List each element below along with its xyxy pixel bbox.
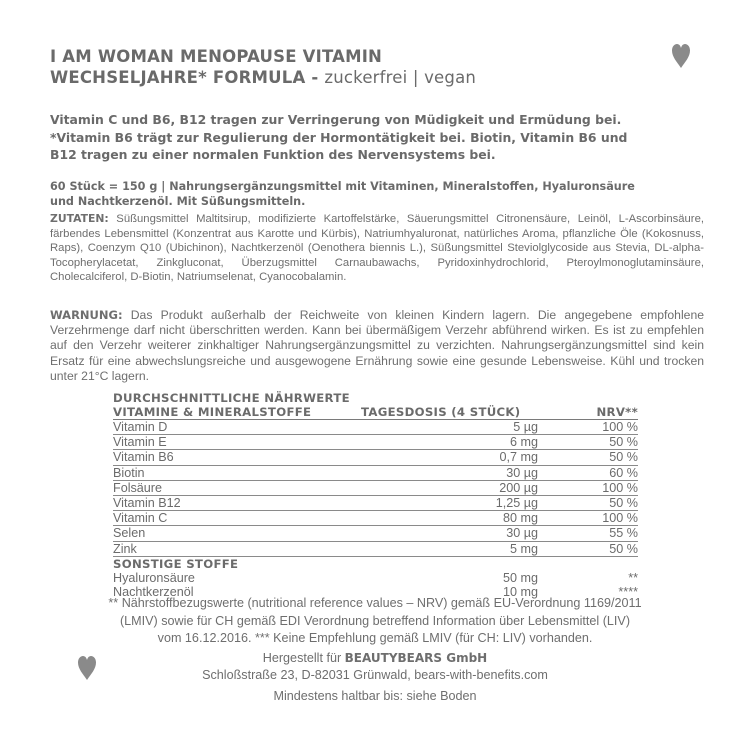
warning: [50, 308, 704, 384]
warning-label: WARNUNG:: [50, 308, 123, 322]
nrv-value: 100 %: [602, 480, 638, 495]
manufacturer-name: BEAUTYBEARS GmbH: [344, 651, 488, 665]
nrv-value: 100 %: [602, 511, 638, 526]
header-vitamins: VITAMINE & MINERALSTOFFE: [113, 405, 312, 419]
nutrient-name: Zink: [113, 541, 137, 556]
daily-dose: 5 µg: [513, 420, 538, 434]
nrv-value: 50 %: [609, 435, 638, 450]
table-row: [113, 435, 638, 450]
footnote-line-1: ** Nährstoffbezugswerte (nutritional reference values – NRV) gemäß EU-Verordnung 1169/2011: [108, 596, 642, 610]
nrv-value: **: [628, 570, 638, 585]
header-nrv: NRV**: [596, 405, 638, 419]
daily-dose: 1,25 µg: [495, 495, 538, 510]
ingredients: [50, 212, 704, 285]
nutrient-name: Nachtkerzenöl: [113, 584, 194, 599]
table-row: [113, 526, 638, 541]
best-before: Mindestens haltbar bis: siehe Boden: [273, 689, 477, 703]
nrv-value: 55 %: [609, 526, 638, 541]
nutrient-name: Vitamin B12: [113, 495, 181, 510]
ingredients-text: Süßungsmittel Maltitsirup, modifizierte Kartoffelstärke, Säuerungsmittel Citronensäure, Leinöl, L-Ascorbinsäure, färbendes Lebensmittel (Konzentrat aus Karotte und Kürbis), Natriumhyaluronat, natürliches Aroma, pflanzliche Öle (Kokosnuss, Raps), Coenzym Q10 (Ubichinon), Nachtkerzenöl (Oenothera biennis L.), Süßungsmittel Steviolglycoside aus Stevia, DL-alpha-Tocopherylacetat, Zinkgluconat, Überzugsmittel Carnaubawachs, Pyridoxinhydrochlorid, Pteroylmonoglutaminsäure, Cholecalciferol, D-Biotin, Natriumselenat, Cyanocobalamin.: [50, 213, 704, 284]
title-line-2-rest: zuckerfrei | vegan: [324, 68, 477, 87]
manufacturer-prefix: Hergestellt für: [262, 651, 345, 665]
table-row: [113, 571, 638, 585]
footnote-line-2: (LMIV) sowie für CH gemäß EDI Verordnung betreffend Information über Lebensmittel (LIV): [119, 613, 631, 628]
title-line-1: I AM WOMAN MENOPAUSE VITAMIN: [50, 47, 383, 66]
table-row: [113, 542, 638, 557]
heart-icon: [671, 43, 691, 69]
daily-dose: 6 mg: [510, 435, 538, 450]
nrv-footnote: [40, 595, 710, 648]
nutrient-name: Vitamin B6: [113, 450, 174, 465]
nutrition-header-row: [113, 405, 638, 420]
daily-dose: 30 µg: [506, 465, 538, 480]
product-info: [50, 179, 704, 209]
daily-dose: 80 mg: [502, 511, 538, 526]
nutrient-name: Vitamin D: [113, 420, 168, 434]
claims-line-2: *Vitamin B6 trägt zur Regulierung der Hormontätigkeit bei. Biotin, Vitamin B6 und: [50, 129, 628, 145]
warning-text: Das Produkt außerhalb der Reichweite von kleinen Kindern lagern. Die angegebene empfohlene Verzehrmenge darf nicht überschritten werden. Kann bei übermäßigem Verzehr abführend wirken. Es ist zu empfehlen auf den Verzehr weiterer zinkhaltiger Nahrungsergänzungsmittel zu verzichten. Nahrungsergänzungsmittel sind kein Ersatz für eine abwechslungsreiche und ausgewogene Ernährung sowie eine gesunde Lebensweise. Kühl und trocken unter 21°C lagern.: [50, 308, 704, 383]
daily-dose: 0,7 mg: [499, 450, 538, 465]
table-row: [113, 450, 638, 465]
claims-line-1: Vitamin C und B6, B12 tragen zur Verringerung von Müdigkeit und Ermüdung bei.: [50, 112, 622, 127]
nrv-value: 60 %: [609, 465, 638, 480]
daily-dose: 200 µg: [499, 480, 538, 495]
claims-line-3: B12 tragen zu einer normalen Funktion des Nervensystems bei.: [50, 147, 496, 162]
vitamin-rows: [113, 420, 638, 557]
nutrient-name: Vitamin C: [113, 511, 168, 526]
daily-dose: 30 µg: [506, 526, 538, 541]
nrv-value: 100 %: [602, 420, 638, 434]
header-daily-dose: TAGESDOSIS (4 STÜCK): [361, 405, 521, 419]
table-row: [113, 466, 638, 481]
nutrient-name: Selen: [113, 526, 146, 541]
product-title: [50, 46, 670, 88]
title-line-2-bold: WECHSELJAHRE* FORMULA -: [50, 68, 325, 87]
daily-dose: 10 mg: [502, 584, 538, 599]
ingredients-label: ZUTATEN:: [50, 212, 109, 225]
nutrient-name: Biotin: [113, 465, 145, 480]
daily-dose: 50 mg: [502, 570, 538, 585]
nutrition-table: [113, 391, 638, 599]
daily-dose: 5 mg: [510, 541, 538, 556]
nutrient-name: Hyaluronsäure: [113, 570, 195, 585]
nrv-value: ****: [618, 584, 638, 599]
nutrition-heading: DURCHSCHNITTLICHE NÄHRWERTE: [113, 391, 350, 405]
nrv-value: 50 %: [609, 450, 638, 465]
table-row: [113, 511, 638, 526]
product-info-line-2: und Nachtkerzenöl. Mit Süßungsmitteln.: [50, 195, 306, 208]
health-claims: [50, 111, 704, 164]
title-line-2: [50, 67, 670, 88]
nutrient-name: Folsäure: [113, 480, 162, 495]
product-info-line-1: 60 Stück = 150 g | Nahrungsergänzungsmittel mit Vitaminen, Mineralstoffen, Hyaluronsäure: [50, 180, 635, 193]
footnote-line-3: vom 16.12.2016. *** Keine Empfehlung gemäß LMIV (für CH: LIV) vorhanden.: [157, 631, 593, 645]
manufacturer-address: Schloßstraße 23, D-82031 Grünwald, bears-with-benefits.com: [202, 668, 548, 682]
nrv-value: 50 %: [609, 495, 638, 510]
table-row: [113, 496, 638, 511]
manufacturer-line: [0, 651, 750, 665]
other-substances-heading: SONSTIGE STOFFE: [113, 556, 239, 571]
table-row: [113, 481, 638, 496]
table-row: [113, 420, 638, 435]
nutrient-name: Vitamin E: [113, 435, 167, 450]
nrv-value: 50 %: [609, 541, 638, 556]
